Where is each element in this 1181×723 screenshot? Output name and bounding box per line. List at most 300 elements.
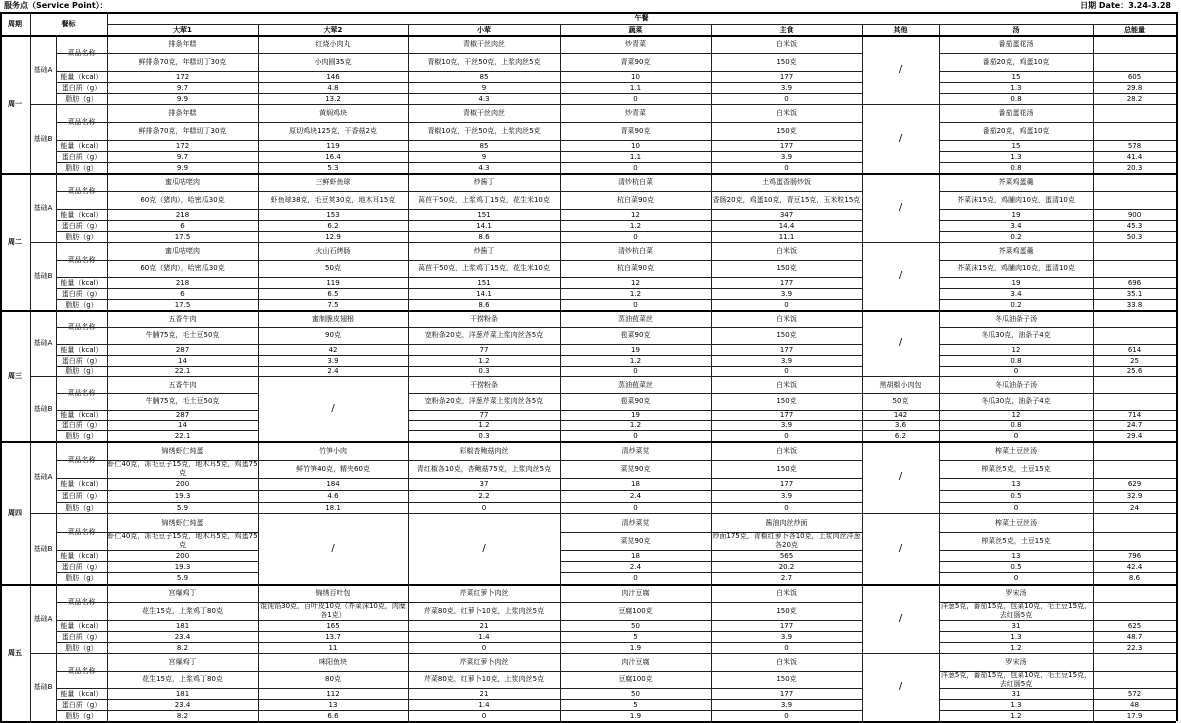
protein-value: 0.5 <box>1010 492 1022 500</box>
dish-name <box>1093 35 1176 53</box>
dish-ingredients: 洋葱5克，番茄15克，包菜10克，毛土豆15克，去红肠5克 <box>940 671 1092 688</box>
grid-line-h <box>56 631 107 632</box>
col-header-c7: 汤 <box>1012 25 1020 34</box>
dish-name: 宫爆鸡丁 <box>168 658 197 666</box>
dish-ingredients: 番茄20克，鸡蛋10克 <box>982 57 1050 66</box>
energy-value: 696 <box>1127 278 1142 287</box>
grid-line-h <box>56 220 107 221</box>
protein-value: 3.9 <box>780 83 793 92</box>
fat-value: 9.9 <box>176 94 189 103</box>
dish-ingredients: 宽粉条20克，洋葱芹菜上浆肉丝各5克 <box>424 331 544 339</box>
fat-value: 5.9 <box>176 574 189 582</box>
dish-name: 彩椒杏鲍菇肉丝 <box>459 446 509 455</box>
dish-name: 排条年糕 <box>168 109 197 117</box>
protein-value: 0.8 <box>1010 356 1022 365</box>
row-label-protein: 蛋白质（g） <box>61 421 102 429</box>
energy-value: 165 <box>326 621 340 630</box>
protein-value: 13.7 <box>325 632 341 641</box>
dish-name: 炒青菜 <box>625 109 646 117</box>
protein-value: 48.7 <box>1126 632 1143 641</box>
col-header-week: 周期 <box>8 19 22 28</box>
protein-value: 3.4 <box>1010 289 1022 298</box>
energy-value: 900 <box>1127 210 1142 219</box>
energy-value: 18 <box>631 480 640 488</box>
protein-value: 3.6 <box>894 421 907 429</box>
grid-line-h <box>56 151 107 152</box>
dish-name: 竹笋小肉 <box>319 446 347 455</box>
row-label-fat: 脂肪（g） <box>65 232 98 241</box>
dish-ingredients: 50克 <box>892 397 909 405</box>
dish-ingredients: 牛腩75克，毛土豆50克 <box>145 331 220 339</box>
grid-line-h <box>56 209 107 210</box>
empty-slash: / <box>331 402 335 414</box>
fat-value: 1.9 <box>629 711 642 720</box>
protein-value: 14 <box>178 421 187 429</box>
row-label-protein: 蛋白质（g） <box>61 492 102 500</box>
grid-line-h <box>56 355 107 356</box>
fat-value: 0 <box>784 300 789 309</box>
dish-name: 排条年糕 <box>168 40 197 48</box>
protein-value: 3.9 <box>780 152 793 161</box>
energy-value: 218 <box>175 210 190 219</box>
empty-slash: / <box>898 612 903 624</box>
protein-value: 13 <box>328 700 338 709</box>
fat-value: 0 <box>784 643 789 652</box>
fat-value: 8.6 <box>478 232 490 241</box>
fat-value: 0 <box>633 163 638 172</box>
dish-name: 蜜瓜咕咾肉 <box>165 247 200 255</box>
protein-value: 23.4 <box>174 700 191 709</box>
grid-line-h <box>56 93 107 94</box>
grid-line-h <box>56 288 107 289</box>
protein-value: 3.9 <box>780 632 793 641</box>
grid-line-h <box>56 191 107 192</box>
protein-value: 1.4 <box>478 700 490 709</box>
row-label-fat: 脂肪（g） <box>65 367 98 375</box>
dish-name: 三鲜虾鱼球 <box>315 178 351 186</box>
dish-name: 咪阳鱼块 <box>319 658 347 666</box>
row-label-fat: 脂肪（g） <box>65 300 98 309</box>
package-label: 基础A <box>33 473 53 481</box>
empty-slash: / <box>482 542 486 554</box>
dish-ingredients <box>1093 532 1176 550</box>
dish-ingredients: 150克 <box>776 126 797 135</box>
energy-value: 177 <box>779 411 794 419</box>
energy-value: 287 <box>175 345 190 354</box>
fat-value: 0 <box>784 711 789 720</box>
dish-ingredients: 150克 <box>776 464 797 473</box>
grid-line-h <box>56 572 107 573</box>
dish-ingredients: 鲜竹笋40克，精夹60克 <box>296 464 370 473</box>
protein-value: 1.2 <box>629 356 642 365</box>
dish-name: 清炒菜苋 <box>621 518 650 527</box>
row-label-protein: 蛋白质（g） <box>61 152 102 161</box>
energy-value: 19 <box>1011 210 1021 219</box>
dish-ingredients: 150克 <box>776 397 797 405</box>
fat-value: 17.9 <box>1126 711 1143 720</box>
fat-value: 33.8 <box>1126 300 1143 309</box>
empty-slash: / <box>898 201 903 213</box>
energy-value: 151 <box>477 278 491 287</box>
fat-value: 0 <box>784 503 789 512</box>
fat-value: 5.9 <box>176 503 189 512</box>
fat-value: 2.7 <box>780 574 793 582</box>
dish-ingredients <box>1093 327 1176 344</box>
protein-value: 1.2 <box>629 289 642 298</box>
protein-value: 1.3 <box>1010 152 1022 161</box>
fat-value: 5.3 <box>327 163 339 172</box>
fat-value: 22.1 <box>174 367 191 375</box>
fat-value: 6.6 <box>327 711 339 720</box>
dish-name: 罗宋汤 <box>1005 589 1027 597</box>
grid-line-h <box>0 12 1176 14</box>
dish-ingredients: 杭白菜90克 <box>617 264 654 272</box>
energy-value: 12 <box>1011 411 1021 419</box>
fat-value: 7.5 <box>327 300 339 309</box>
energy-value: 12 <box>1011 345 1021 354</box>
dish-name: 芥菜鸡蛋羹 <box>998 178 1034 186</box>
dish-ingredients: 芹菜80克，红萝卜10克，上浆肉丝5克 <box>423 675 545 683</box>
row-label-name: 菜品名称 <box>67 666 96 675</box>
dish-ingredients: 榨菜丝5克，土豆15克 <box>981 536 1051 545</box>
dish-name: 白米饭 <box>776 109 797 117</box>
row-label-fat: 脂肪（g） <box>65 643 98 652</box>
grid-line-h <box>56 260 107 261</box>
dish-ingredients: 芹菜80克，红萝卜10克，上浆肉丝5克 <box>423 606 545 615</box>
energy-value: 13 <box>1011 480 1021 488</box>
grid-line-h <box>56 231 107 232</box>
row-label-fat: 脂肪（g） <box>65 163 98 172</box>
col-header-lunch: 午餐 <box>634 14 649 22</box>
fat-value: 8.6 <box>1128 574 1141 582</box>
energy-value: 77 <box>479 411 489 419</box>
row-label-name: 菜品名称 <box>67 389 96 397</box>
dish-name: 芹菜红萝卜肉丝 <box>459 658 509 666</box>
fat-value: 0.2 <box>1010 300 1022 309</box>
row-label-energy: 能量（kcal） <box>60 551 103 560</box>
dish-name: 蒸油苞菜丝 <box>618 380 653 389</box>
energy-value: 31 <box>1011 621 1021 630</box>
fat-value: 0.2 <box>1010 232 1022 241</box>
fat-value: 1.2 <box>1010 643 1022 652</box>
row-label-protein: 蛋白质（g） <box>61 289 102 298</box>
fat-value: 1.9 <box>629 643 642 652</box>
grid-line-h <box>56 561 107 562</box>
dish-name: 榨菜土豆丝汤 <box>995 446 1037 455</box>
fat-value: 28.2 <box>1126 94 1143 103</box>
protein-value: 14.4 <box>778 221 795 230</box>
energy-value: 184 <box>326 480 340 488</box>
dish-name: 罗宋汤 <box>1005 658 1027 666</box>
fat-value: 0 <box>633 94 638 103</box>
grid-line-h <box>56 277 107 278</box>
protein-value: 3.4 <box>1010 221 1022 230</box>
fat-value: 29.4 <box>1126 431 1143 440</box>
dish-name: 芹菜红萝卜肉丝 <box>459 589 509 597</box>
energy-value: 172 <box>175 141 190 150</box>
energy-value: 177 <box>779 689 794 698</box>
energy-value: 347 <box>779 210 794 219</box>
energy-value: 15 <box>1011 72 1021 81</box>
protein-value: 1.2 <box>629 221 642 230</box>
energy-value: 50 <box>631 621 640 630</box>
energy-value: 714 <box>1127 411 1142 419</box>
fat-value: 6.2 <box>894 431 907 440</box>
dish-ingredients: 菜苋90克 <box>620 536 651 545</box>
energy-value: 200 <box>175 551 190 560</box>
energy-value: 21 <box>479 621 489 630</box>
fat-value: 8.2 <box>176 643 189 652</box>
package-label: 基础B <box>33 544 53 553</box>
fat-value: 0 <box>784 431 789 440</box>
fat-value: 0.8 <box>1010 163 1022 172</box>
grid-line-v <box>107 12 108 24</box>
protein-value: 0.8 <box>1010 421 1022 429</box>
dish-ingredients: 莴苣干50克，上浆鸡丁15克，花生米10克 <box>418 264 550 272</box>
fat-value: 0 <box>633 503 638 512</box>
row-label-energy: 能量（kcal） <box>60 72 103 81</box>
dish-name: 番茄蛋花汤 <box>998 109 1034 117</box>
fat-value: 0.3 <box>478 431 490 440</box>
dish-ingredients: 洋葱5克，番茄15克，包菜10克，毛土豆15克，去红肠5克 <box>940 602 1092 619</box>
grid-line-h <box>56 420 107 421</box>
energy-value: 10 <box>631 141 640 150</box>
dish-name: 蒸油苞菜丝 <box>618 314 653 323</box>
empty-slash: / <box>898 132 903 144</box>
row-label-energy: 能量（kcal） <box>60 480 103 488</box>
dish-ingredients <box>1093 460 1176 478</box>
dish-name <box>1093 310 1176 327</box>
grid-line-h <box>56 671 107 672</box>
row-label-name: 菜品名称 <box>67 598 96 606</box>
col-header-c3: 小荤 <box>477 25 491 34</box>
protein-value: 3.9 <box>780 421 793 429</box>
fat-value: 0 <box>784 94 789 103</box>
dish-ingredients: 虾仁40克，冻毛豆子15克，地木耳5克，鸡蛋75克 <box>107 532 258 549</box>
dish-ingredients: 冬瓜30克，油条子4克 <box>981 331 1051 339</box>
grid-line-h <box>56 602 107 603</box>
fat-value: 50.3 <box>1126 232 1143 241</box>
dish-name: 黄焖鸡块 <box>319 109 347 117</box>
dish-name: 青椒干丝肉丝 <box>463 109 505 117</box>
grid-line-h <box>56 53 107 54</box>
protein-value: 1.4 <box>478 632 490 641</box>
grid-line-h <box>56 710 107 711</box>
energy-value: 605 <box>1127 72 1142 81</box>
dish-ingredients: 青菜90克 <box>620 126 651 135</box>
energy-value: 19 <box>1011 278 1021 287</box>
dish-ingredients: 150克 <box>776 606 797 615</box>
fat-value: 17.5 <box>174 300 191 309</box>
energy-value: 172 <box>175 72 190 81</box>
protein-value: 1.1 <box>629 152 642 161</box>
dish-name: 蜜瓜咕咾肉 <box>165 178 200 186</box>
grid-line-h <box>56 393 107 394</box>
energy-value: 572 <box>1127 689 1142 698</box>
package-label: 基础A <box>33 65 53 74</box>
grid-line-h <box>56 502 107 503</box>
dish-ingredients: 芥菜沫15克，鸡脯肉10克，蛋清10克 <box>957 264 1075 272</box>
row-label-energy: 能量（kcal） <box>60 621 103 630</box>
energy-value: 181 <box>175 621 190 630</box>
dish-name: 白米饭 <box>776 658 797 666</box>
dish-ingredients: 150克 <box>776 57 797 66</box>
dish-ingredients: 青菜90克 <box>620 57 651 66</box>
dish-name: 芥菜鸡蛋羹 <box>998 247 1034 255</box>
protein-value: 2.4 <box>629 492 642 500</box>
energy-value: 578 <box>1127 141 1142 150</box>
protein-value: 19.3 <box>174 492 191 500</box>
dish-name: 冬瓜油条子汤 <box>995 314 1037 323</box>
row-label-fat: 脂肪（g） <box>65 503 98 512</box>
grid-line-h <box>56 162 107 163</box>
fat-value: 0 <box>481 711 487 720</box>
fat-value: 0 <box>1013 503 1019 512</box>
row-label-fat: 脂肪（g） <box>65 431 98 440</box>
protein-value: 6.2 <box>327 221 339 230</box>
energy-value: 12 <box>631 278 640 287</box>
fat-value: 0 <box>633 232 638 241</box>
dish-name: 白米饭 <box>776 589 797 597</box>
fat-value: 11 <box>328 643 338 652</box>
protein-value: 3.9 <box>780 492 793 500</box>
protein-value: 9.7 <box>176 152 189 161</box>
package-label: 基础B <box>33 134 53 143</box>
protein-value: 1.3 <box>1010 83 1022 92</box>
dish-name: 锦绣虾仁炖蛋 <box>161 518 204 527</box>
fat-value: 11.1 <box>778 232 795 241</box>
protein-value: 42.4 <box>1126 562 1143 571</box>
package-label: 基础A <box>33 339 53 347</box>
protein-value: 9.7 <box>176 83 189 92</box>
protein-value: 9 <box>481 152 487 161</box>
package-label: 基础B <box>33 683 53 691</box>
protein-value: 0.5 <box>1010 562 1022 571</box>
grid-line-h <box>56 344 107 345</box>
dish-name: 蜜制脆皮翅根 <box>312 314 354 323</box>
fat-value: 22.1 <box>174 431 191 440</box>
dish-ingredients <box>1093 260 1176 277</box>
dish-ingredients: 60克（猪肉），哈密瓜30克 <box>140 264 225 272</box>
dish-ingredients: 豆腐100克 <box>618 606 653 615</box>
fat-value: 18.1 <box>325 503 341 512</box>
dish-ingredients <box>1093 393 1176 410</box>
fat-value: 0.8 <box>1010 94 1022 103</box>
fat-value: 2.4 <box>327 367 339 375</box>
col-header-c8: 总能量 <box>1124 25 1145 34</box>
fat-value: 0 <box>1013 574 1019 582</box>
grid-line-h <box>56 140 107 141</box>
dish-name <box>1093 104 1176 122</box>
energy-value: 37 <box>479 480 489 488</box>
energy-value: 85 <box>479 141 489 150</box>
dish-ingredients: 杭白菜90克 <box>617 195 654 204</box>
grid-line-h <box>56 299 107 300</box>
protein-value: 9 <box>481 83 487 92</box>
dish-ingredients: 菜苋90克 <box>620 464 651 473</box>
dish-name: 番茄蛋花汤 <box>998 40 1034 48</box>
dish-ingredients: 炒面175克，青椒红萝卜各10克，上浆肉丝洋葱各20克 <box>712 532 861 549</box>
grid-line-h <box>56 688 107 689</box>
dish-ingredients: 150克 <box>776 331 797 339</box>
dish-name: 清炒杭白菜 <box>618 178 653 186</box>
energy-value: 19 <box>631 345 640 354</box>
dish-ingredients: 苞菜90克 <box>620 331 651 339</box>
row-label-fat: 脂肪（g） <box>65 94 98 103</box>
fat-value: 8.2 <box>176 711 189 720</box>
energy-value: 287 <box>175 411 190 419</box>
grid-line-h <box>56 122 107 123</box>
protein-value: 41.4 <box>1126 152 1143 161</box>
row-label-fat: 脂肪（g） <box>65 574 98 582</box>
row-label-energy: 能量（kcal） <box>60 689 103 698</box>
energy-value: 10 <box>631 72 640 81</box>
dish-name: 冬瓜油条子汤 <box>995 380 1037 389</box>
row-label-energy: 能量（kcal） <box>60 141 103 150</box>
dish-ingredients: 榨菜丝5克，土豆15克 <box>981 464 1051 473</box>
dish-name: 清炒菜苋 <box>621 446 650 455</box>
protein-value: 1.2 <box>478 356 490 365</box>
energy-value: 200 <box>175 480 190 488</box>
empty-slash: / <box>331 542 335 554</box>
row-label-protein: 蛋白质（g） <box>61 562 102 571</box>
energy-value: 625 <box>1127 621 1142 630</box>
dish-name <box>1093 653 1176 671</box>
dish-name: 红烧小肉丸 <box>315 40 351 48</box>
dish-ingredients: 青椒10克，干丝50克，上浆肉丝5克 <box>427 126 541 135</box>
fat-value: 1.2 <box>1010 711 1022 720</box>
energy-value: 614 <box>1127 345 1142 354</box>
dish-ingredients <box>1093 671 1176 688</box>
row-label-name: 菜品名称 <box>67 255 96 264</box>
dish-ingredients: 80克 <box>325 675 341 683</box>
energy-value: 177 <box>779 480 794 488</box>
protein-value: 6 <box>180 221 185 230</box>
dish-ingredients: 花生15克，上浆鸡丁80克 <box>142 606 223 615</box>
protein-value: 35.1 <box>1126 289 1143 298</box>
energy-value: 796 <box>1127 551 1142 560</box>
energy-value: 119 <box>326 278 340 287</box>
dish-ingredients: 馄饨馅30克，百叶皮10克（芥菜沫10克，肉糜各1克） <box>260 602 406 619</box>
protein-value: 6.5 <box>327 289 339 298</box>
protein-value: 5 <box>633 632 638 641</box>
dish-name: 火山石烤肠 <box>315 247 351 255</box>
energy-value: 13 <box>1011 551 1021 560</box>
dish-ingredients: 芥菜沫15克，鸡脯肉10克，蛋清10克 <box>957 195 1075 204</box>
protein-value: 48 <box>1130 700 1139 709</box>
protein-value: 1.1 <box>629 83 642 92</box>
dish-name: 五香牛肉 <box>168 380 197 389</box>
energy-value: 77 <box>479 345 489 354</box>
grid-line-h <box>56 366 107 367</box>
protein-value: 3.9 <box>780 356 793 365</box>
grid-line-h <box>56 71 107 72</box>
protein-value: 14 <box>178 356 187 365</box>
dish-name: 肉汁豆腐 <box>621 658 650 666</box>
protein-value: 23.4 <box>174 632 191 641</box>
row-label-name: 菜品名称 <box>67 187 96 195</box>
dish-ingredients: 鲜排条70克，年糕切丁30克 <box>138 126 227 135</box>
day-label: 周五 <box>8 648 22 657</box>
energy-value: 112 <box>326 689 340 698</box>
protein-value: 1.3 <box>1010 700 1022 709</box>
grid-line-h <box>56 430 107 431</box>
dish-name <box>1093 441 1176 460</box>
empty-slash: / <box>898 337 903 348</box>
protein-value: 32.9 <box>1126 492 1143 500</box>
protein-value: 5 <box>633 700 638 709</box>
fat-value: 25.6 <box>1126 367 1143 375</box>
